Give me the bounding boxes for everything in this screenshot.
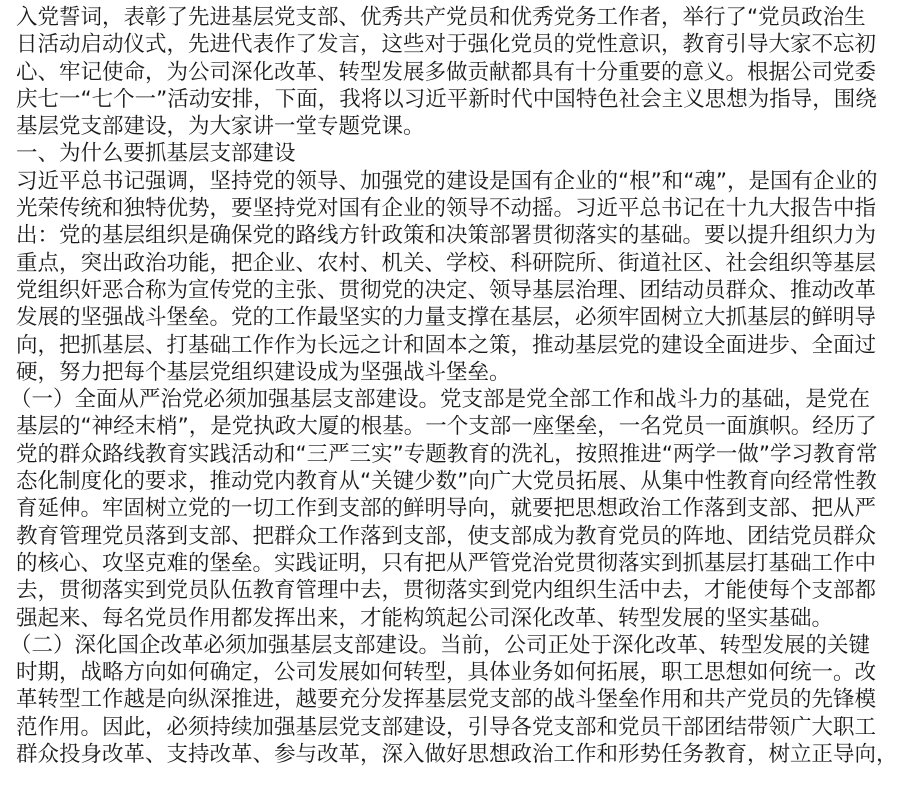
text-line: 习近平总书记强调，坚持党的领导、加强党的建设是国有企业的“根”和“魂”，是国有企业的 [16, 168, 878, 194]
text-line: 强起来、每名党员作用都发挥出来，才能构筑起公司深化改革、转型发展的坚实基础。 [16, 605, 834, 631]
text-line: 教育管理党员落到支部、把群众工作落到支部，使支部成为教育党员的阵地、团结党员群众 [16, 523, 877, 549]
text-line: 发展的坚强战斗堡垒。党的工作最坚实的力量支撑在基层，必须牢固树立大抓基层的鲜明导 [16, 305, 877, 331]
text-line: 光荣传统和独特优势，要坚持党对国有企业的领导不动摇。习近平总书记在十九大报告中指 [16, 196, 877, 222]
text-line: 硬，努力把每个基层党组织建设成为坚强战斗堡垒。 [16, 359, 511, 385]
text-line: 革转型工作越是向纵深推进，越要充分发挥基层党支部的战斗堡垒作用和共产党员的先锋模 [16, 687, 877, 713]
text-line: 日活动启动仪式，先进代表作了发言，这些对于强化党员的党性意识，教育引导大家不忘初 [16, 32, 877, 58]
document-body [10, 4, 898, 768]
text-line: 重点，突出政治功能，把企业、农村、机关、学校、科研院所、街道社区、社会组织等基层 [16, 250, 877, 276]
text-line: 群众投身改革、支持改革、参与改革，深入做好思想政治工作和形势任务教育，树立正导向， [16, 742, 898, 768]
text-line: 入党誓词，表彰了先进基层党支部、优秀共产党员和优秀党务工作者，举行了“党员政治生 [16, 5, 866, 30]
text-line: 基层党支部建设，为大家讲一堂专题党课。 [16, 114, 425, 140]
text-line: 出：党的基层组织是确保党的路线方针政策和决策部署贯彻落实的基础。要以提升组织力为 [16, 223, 877, 249]
text-line: （二）深化国企改革必须加强基层支部建设。当前，公司正处于深化改革、转型发展的关键 [10, 632, 871, 658]
text-line: 心、牢记使命，为公司深化改革、转型发展多做贡献都具有十分重要的意义。根据公司党委 [16, 59, 877, 85]
text-line: 党的群众路线教育实践活动和“三严三实”专题教育的洗礼，按照推进“两学一做”学习教育常 [16, 441, 878, 467]
text-line: 态化制度化的要求，推动党内教育从“关键少数”向广大党员拓展、从集中性教育向经常性教 [16, 469, 877, 495]
text-line: 去，贯彻落实到党员队伍教育管理中去，贯彻落实到党内组织生活中去，才能使每个支部都 [16, 578, 877, 604]
text-line: 庆七一“七个一”活动安排，下面，我将以习近平新时代中国特色社会主义思想为指导，围绕 [16, 86, 877, 112]
text-line: 的核心、攻坚克难的堡垒。实践证明，只有把从严管党治党贯彻落实到抓基层打基础工作中 [16, 550, 877, 576]
text-line: 育延伸。牢固树立党的一切工作到支部的鲜明导向，就要把思想政治工作落到支部、把从严 [16, 496, 877, 522]
text-line: 范作用。因此，必须持续加强基层党支部建设，引导各党支部和党员干部团结带领广大职工 [16, 714, 877, 740]
text-line: 基层的“神经末梢”，是党执政大厦的根基。一个支部一座堡垒，一名党员一面旗帜。经历了 [16, 414, 877, 440]
text-line: 时期，战略方向如何确定，公司发展如何转型，具体业务如何拓展，职工思想如何统一。改 [16, 660, 877, 686]
section-heading: 一、为什么要抓基层支部建设 [16, 141, 296, 167]
text-line: 党组织奸恶合称为宣传党的主张、贯彻党的决定、领导基层治理、团结动员群众、推动改革 [16, 277, 877, 303]
text-line: 向，把抓基层、打基础工作作为长远之计和固本之策，推动基层党的建设全面进步、全面过 [16, 332, 877, 358]
text-line: （一）全面从严治党必须加强基层支部建设。党支部是党全部工作和战斗力的基础，是党在 [10, 387, 871, 413]
